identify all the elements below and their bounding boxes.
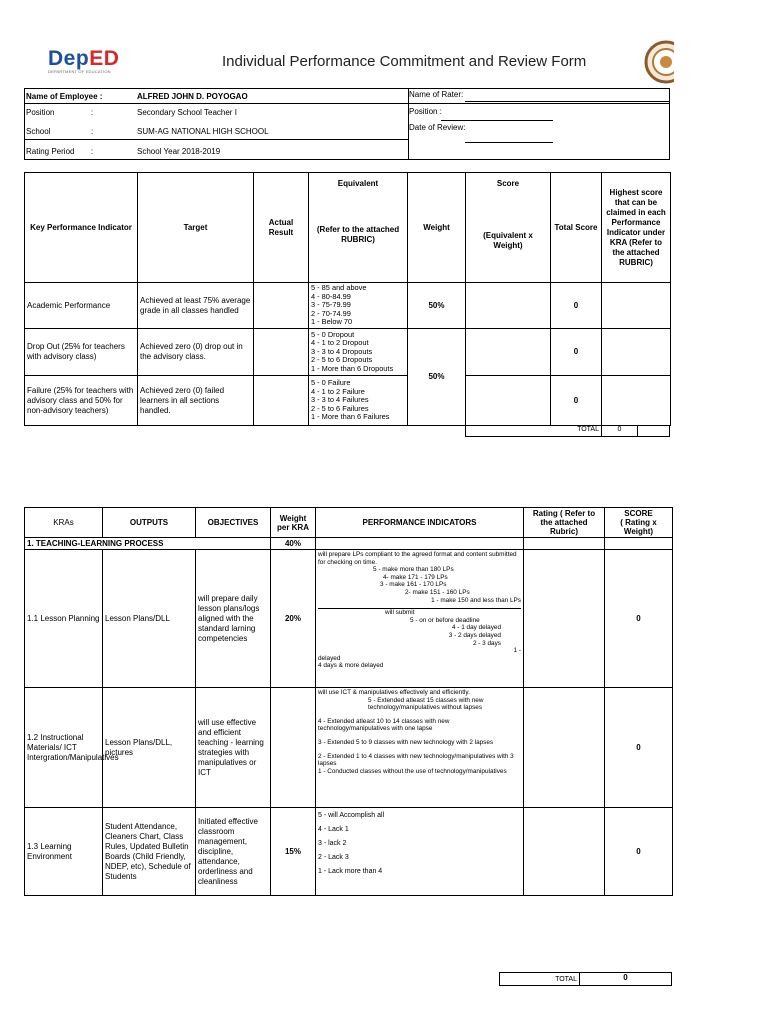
kpi-header-score — [466, 173, 551, 283]
kra-weight: 15% — [271, 808, 316, 896]
kpi-actual-cell[interactable] — [254, 376, 309, 426]
kra-header-outputs: OUTPUTS — [103, 508, 196, 538]
kpi-indicator: Drop Out (25% for teachers with advisory class) — [25, 329, 138, 376]
logo-text-dep: Dep — [48, 47, 90, 70]
employee-info-block — [24, 88, 670, 160]
kra-performance-indicators: will prepare LPs compliant to the agreed format and content submitted for checking on time. 5 - make more than 180 LPs 4- make 171 - 179 LPs 3 - make 161 - 170 LPs 2- make 151 - 160 LPs 1 - make 150 and less than LPs will submit 5 - on or before deadline 4 - 1 day delayed 3 - 2 days delayed 2 - 3 days 1 - delayed 4 days & more delayed — [316, 550, 524, 688]
kpi-total-value: 0 — [602, 426, 638, 436]
employee-school-label: School — [26, 126, 51, 136]
rating-period-label: Rating Period — [26, 146, 75, 156]
kpi-row-academic — [25, 283, 671, 329]
school-seal-icon — [644, 40, 674, 84]
employee-name-row — [25, 89, 248, 103]
employee-name-label: Name of Employee : — [26, 91, 103, 101]
colon: : — [91, 126, 94, 136]
kra-rating-cell[interactable] — [524, 688, 605, 808]
employee-name-value: ALFRED JOHN D. POYOGAO — [137, 91, 248, 101]
colon: : — [91, 146, 94, 156]
kpi-indicator: Failure (25% for teachers with advisory class and 50% for non-advisory teachers) — [25, 376, 138, 426]
kpi-header-weight: Weight — [408, 173, 466, 283]
equivalent-note: (Refer to the attached RUBRIC) — [316, 225, 400, 244]
kra-score: 0 — [605, 550, 673, 688]
kra-header-pi: PERFORMANCE INDICATORS — [316, 508, 524, 538]
kra-section-label: 1. TEACHING-LEARNING PROCESS — [25, 538, 271, 550]
kra-score: 0 — [605, 808, 673, 896]
equivalent-title: Equivalent — [337, 179, 379, 188]
review-date-label: Date of Review: — [409, 123, 466, 132]
kpi-total-score: 0 — [551, 283, 602, 329]
kra-total-row — [499, 972, 672, 986]
employee-position-value: Secondary School Teacher I — [137, 107, 237, 117]
kpi-total-row — [465, 425, 670, 437]
deped-logo — [48, 47, 130, 77]
rater-position-label: Position : — [409, 107, 442, 116]
kra-name: 1.1 Lesson Planning — [25, 550, 103, 688]
employee-position-label: Position — [26, 107, 55, 117]
kpi-header-row — [25, 173, 671, 283]
kra-weight-cell — [271, 688, 316, 808]
kra-header-row — [25, 508, 673, 538]
kra-objectives: will use effective and efficient teaching - learning strategies with manipulatives or ICT — [196, 688, 271, 808]
logo-subtext: DEPARTMENT OF EDUCATION — [48, 69, 111, 74]
kpi-indicator: Academic Performance — [25, 283, 138, 329]
kra-performance-indicators: 5 - will Accomplish all 4 - Lack 1 3 - lack 2 2 - Lack 3 1 - Lack more than 4 — [316, 808, 524, 896]
kra-header-kra: KRAs — [25, 508, 103, 538]
kpi-header-equivalent — [309, 173, 408, 283]
kpi-total-score: 0 — [551, 329, 602, 376]
rater-name-label: Name of Rater: — [409, 90, 464, 99]
employee-school-value: SUM-AG NATIONAL HIGH SCHOOL — [137, 126, 269, 136]
kra-rating-cell[interactable] — [524, 550, 605, 688]
kra-performance-indicators: will use ICT & manipulatives effectively and efficiently. 5 - Extended atleast 15 classes with new technology/manipulatives without lapses 4 - Extended atleast 10 to 14 classes with new technology/manipulatives with one lapse 3 - Extended 5 to 9 classes with new technology with 2 lapses 2 - Extended 1 to 4 classes with new technology/manipulatives with 3 lapses 1 - Conducted classes without the use of technology/manipulatives — [316, 688, 524, 808]
kra-rating-cell[interactable] — [524, 808, 605, 896]
kpi-header-total-score: Total Score — [551, 173, 602, 283]
kra-outputs: Student Attendance, Cleaners Chart, Class Rules, Updated Bulletin Boards (Child Friendly, NDEP, etc), Schedule of Students — [103, 808, 196, 896]
kra-row-instructional-materials — [25, 688, 673, 808]
kpi-score-cell[interactable] — [466, 329, 551, 376]
kra-score: 0 — [605, 688, 673, 808]
kra-section-row — [25, 538, 673, 550]
kpi-weight: 50% — [408, 329, 466, 426]
kra-objectives: will prepare daily lesson plans/logs aligned with the standard larning competencies — [196, 550, 271, 688]
kra-total-label: TOTAL — [500, 973, 580, 985]
kra-header-rating: Rating ( Refer to the attached Rubric) — [524, 508, 605, 538]
kra-table — [24, 507, 673, 896]
kra-row-lesson-planning — [25, 550, 673, 688]
kpi-equivalent: 5 - 0 Failure 4 - 1 to 2 Failure 3 - 3 to 4 Failures 2 - 5 to 6 Failures 1 - More than 6 Failures — [309, 376, 408, 426]
kpi-highest-cell — [602, 376, 671, 426]
kpi-target: Achieved zero (0) drop out in the advisory class. — [138, 329, 254, 376]
employee-position-row — [25, 105, 237, 119]
kra-objectives: Initiated effective classroom management, discipline, attendance, orderliness and cleanliness — [196, 808, 271, 896]
kpi-weight: 50% — [408, 283, 466, 329]
kpi-target: Achieved zero (0) failed learners in all sections handled. — [138, 376, 254, 426]
kpi-total-score: 0 — [551, 376, 602, 426]
kpi-total-label: TOTAL — [466, 426, 602, 436]
kra-outputs: Lesson Plans/DLL, pictures — [103, 688, 196, 808]
kra-section-weight: 40% — [271, 538, 316, 550]
kra-header-weight: Weight per KRA — [271, 508, 316, 538]
score-note: (Equivalent x Weight) — [483, 231, 533, 250]
kpi-score-cell[interactable] — [466, 283, 551, 329]
kra-header-objectives: OBJECTIVES — [196, 508, 271, 538]
rating-period-value: School Year 2018-2019 — [137, 146, 221, 156]
kra-header-score: SCORE ( Rating x Weight) — [605, 508, 673, 538]
kpi-target: Achieved at least 75% average grade in all classes handled — [138, 283, 254, 329]
rater-name-field[interactable] — [465, 101, 670, 102]
kra-outputs: Lesson Plans/DLL — [103, 550, 196, 688]
kra-name: 1.3 Learning Environment — [25, 808, 103, 896]
rating-period-row — [25, 144, 220, 158]
kpi-table — [24, 172, 671, 426]
kpi-highest-cell — [602, 329, 671, 376]
kra-weight: 20% — [271, 550, 316, 688]
kpi-actual-cell[interactable] — [254, 329, 309, 376]
kpi-row-dropout — [25, 329, 671, 376]
kpi-header-actual: Actual Result — [254, 173, 309, 283]
page-title: Individual Performance Commitment and Review Form — [222, 53, 587, 70]
logo-text-ed: ED — [89, 47, 120, 70]
kpi-actual-cell[interactable] — [254, 283, 309, 329]
kpi-header-target: Target — [138, 173, 254, 283]
kpi-equivalent: 5 - 85 and above 4 - 80-84.99 3 - 75-79.99 2 - 70-74.99 1 - Below 70 — [309, 283, 408, 329]
kra-total-value: 0 — [623, 973, 628, 982]
kpi-header-highest: Highest score that can be claimed in each Performance Indicator under KRA (Refer to the attached RUBRIC) — [602, 173, 671, 283]
kra-row-learning-environment — [25, 808, 673, 896]
kpi-row-failure — [25, 376, 671, 426]
employee-school-row — [25, 124, 269, 138]
kpi-score-cell[interactable] — [466, 376, 551, 426]
review-date-field[interactable] — [465, 142, 553, 143]
kra-name: 1.2 Instructional Materials/ ICT Intergration/Manipulatives — [25, 688, 103, 808]
kpi-equivalent: 5 - 0 Dropout 4 - 1 to 2 Dropout 3 - 3 to 4 Dropouts 2 - 5 to 6 Dropouts 1 - More than 6 Dropouts — [309, 329, 408, 376]
score-title: Score — [496, 179, 520, 188]
rater-position-field[interactable] — [441, 120, 553, 121]
colon: : — [91, 107, 94, 117]
kpi-highest-cell — [602, 283, 671, 329]
kpi-header-indicator: Key Performance Indicator — [25, 173, 138, 283]
